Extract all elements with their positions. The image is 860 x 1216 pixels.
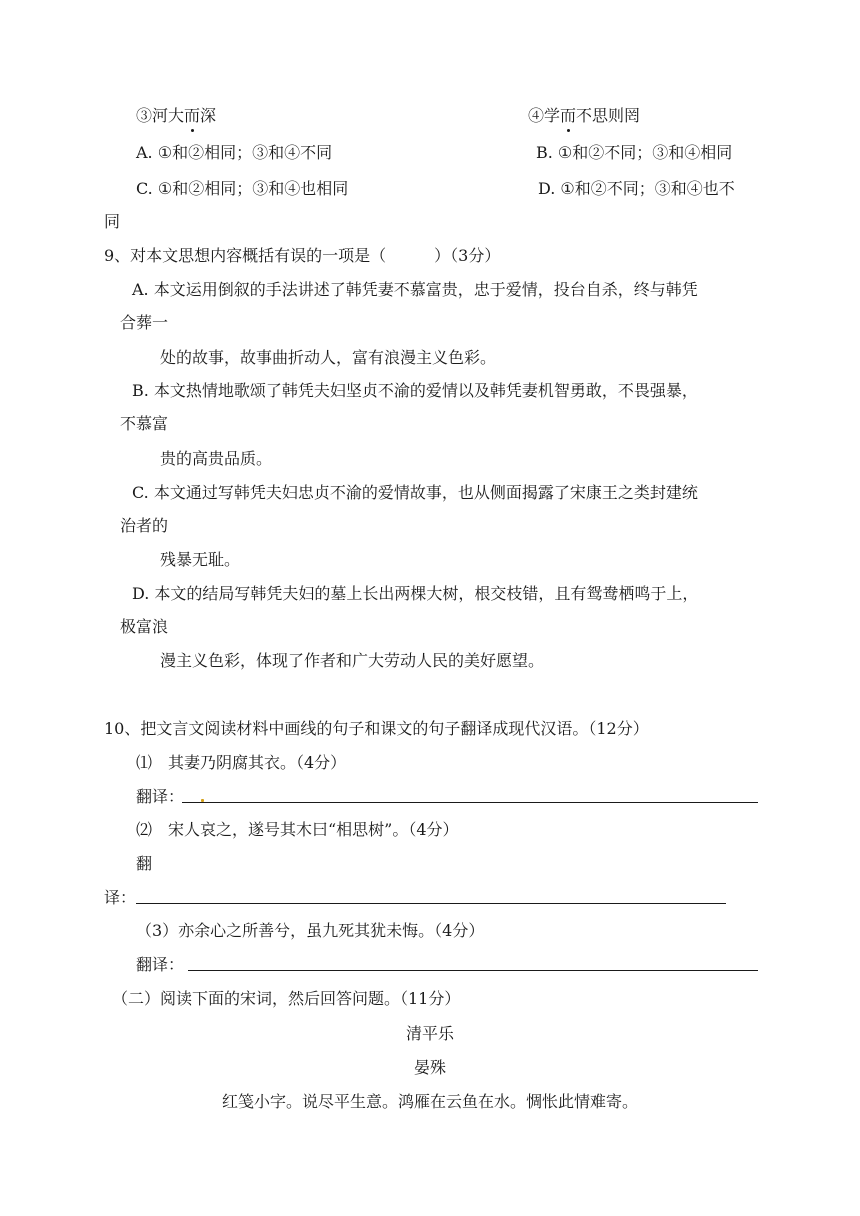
- q8-choice-b[interactable]: B. ①和②不同；③和④相同: [536, 143, 733, 162]
- q10-answer-label-2a: 翻: [136, 854, 153, 873]
- q9-stem: 9、对本文思想内容概括有误的一项是（ ）（3分）: [104, 246, 501, 265]
- q9-choice-b-cont: 贵的高贵品质。: [160, 449, 273, 468]
- q9-choice-a-cont: 处的故事，故事曲折动人，富有浪漫主义色彩。: [160, 348, 497, 367]
- section-2-heading: （二）阅读下面的宋词，然后回答问题。（11分）: [112, 989, 461, 1008]
- q10-answer-label-1: 翻译：: [136, 787, 185, 806]
- cursor-mark: [201, 799, 204, 802]
- q10-sentence-3: （3）亦余心之所善兮，虽九死其犹未悔。（4分）: [136, 921, 485, 940]
- q8-choice-d[interactable]: D. ①和②不同；③和④也不: [538, 179, 735, 198]
- q8-choice-d-continued: 同: [104, 212, 121, 231]
- q10-stem: 10、把文言文阅读材料中画线的句子和课文的句子翻译成现代汉语。（12分）: [104, 719, 649, 738]
- q10-answer-line-3[interactable]: [188, 970, 758, 971]
- q8-choice-a[interactable]: A. ①和②相同；③和④不同: [136, 143, 333, 162]
- q8-choice-c[interactable]: C. ①和②相同；③和④也相同: [136, 179, 349, 198]
- q10-answer-label-3: 翻译：: [136, 955, 185, 974]
- q10-sentence-1: ⑴ 其妻乃阴腐其衣。（4分）: [136, 753, 347, 772]
- q9-choice-b[interactable]: B. 本文热情地歌颂了韩凭夫妇坚贞不渝的爱情以及韩凭妻机智勇敢，不畏强暴，: [132, 381, 698, 400]
- q9-choice-a[interactable]: A. 本文运用倒叙的手法讲述了韩凭妻不慕富贵，忠于爱情，投台自杀，终与韩凭: [132, 280, 698, 299]
- q10-answer-line-1[interactable]: [182, 802, 758, 803]
- q9-choice-d-cont: 漫主义色彩，体现了作者和广大劳动人民的美好愿望。: [160, 651, 545, 670]
- q10-answer-label-2b: 译：: [104, 888, 137, 907]
- poem-title: 清平乐: [405, 1024, 454, 1043]
- q10-answer-line-2[interactable]: [136, 903, 726, 904]
- emphasis-dot-char: 而: [184, 106, 201, 125]
- emphasis-dot-char: 而: [560, 106, 577, 125]
- q9-choice-d-wrap: 极富浪: [120, 617, 169, 636]
- q9-choice-c[interactable]: C. 本文通过写韩凭夫妇忠贞不渝的爱情故事，也从侧面揭露了宋康王之类封建统: [132, 483, 698, 502]
- q9-choice-c-wrap: 治者的: [120, 516, 169, 535]
- q8-option-4: ④学而不思则罔: [528, 106, 641, 125]
- q9-choice-c-cont: 残暴无耻。: [160, 550, 241, 569]
- q9-choice-d[interactable]: D. 本文的结局写韩凭夫妇的墓上长出两棵大树，根交枝错，且有鸳鸯栖鸣于上，: [132, 584, 699, 603]
- q10-sentence-2: ⑵ 宋人哀之，遂号其木曰“相思树”。（4分）: [136, 820, 459, 839]
- poem-author: 晏殊: [413, 1058, 446, 1077]
- q9-choice-a-wrap: 合葬一: [120, 313, 169, 332]
- q8-option-3: ③河大而深: [136, 106, 217, 125]
- poem-line-1: 红笺小字。说尽平生意。鸿雁在云鱼在水。惆怅此情难寄。: [221, 1092, 638, 1111]
- q9-choice-b-wrap: 不慕富: [120, 414, 169, 433]
